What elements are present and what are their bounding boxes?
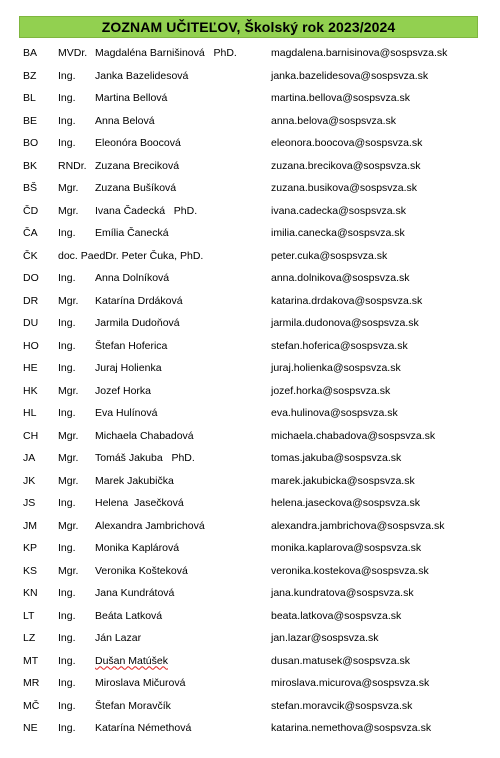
teacher-name: Emília Čanecká xyxy=(95,227,169,239)
teacher-code: MR xyxy=(23,677,40,689)
teacher-email: marek.jakubicka@sospsvza.sk xyxy=(271,474,415,487)
teacher-email: eleonora.boocova@sospsvza.sk xyxy=(271,137,423,149)
teacher-email: katarina.nemethova@sospsvza.sk xyxy=(271,722,432,734)
teacher-code: BO xyxy=(23,137,39,149)
teacher-code: JA xyxy=(23,452,36,464)
teacher-email: jozef.horka@sospsvza.sk xyxy=(271,384,391,397)
teacher-email: magdalena.barnisinova@sospsvza.sk xyxy=(271,47,448,59)
teacher-degree: Ing. xyxy=(58,92,76,104)
teacher-name: Alexandra Jambrichová xyxy=(95,519,205,532)
teacher-code: HO xyxy=(23,339,39,352)
list-item xyxy=(0,177,500,200)
list-item xyxy=(0,155,500,178)
teacher-degree: Mgr. xyxy=(58,429,79,442)
teacher-name: Jarmila Dudoňová xyxy=(95,317,180,329)
teacher-name: Tomáš Jakuba PhD. xyxy=(95,452,195,464)
list-item xyxy=(0,560,500,583)
list-item xyxy=(0,447,500,470)
teacher-name: Anna Dolníková xyxy=(95,272,170,284)
teacher-degree: Ing. xyxy=(58,227,76,239)
teacher-code: BA xyxy=(23,47,38,59)
list-item xyxy=(0,425,500,448)
teacher-degree: Mgr. xyxy=(58,294,79,307)
teacher-degree: Ing. xyxy=(58,317,76,329)
teacher-name: Štefan Hoferica xyxy=(95,339,168,352)
teacher-code: BŠ xyxy=(23,182,38,194)
teacher-list xyxy=(0,42,500,740)
teacher-name: Jozef Horka xyxy=(95,384,152,397)
teacher-name: Veronika Košteková xyxy=(95,564,188,577)
teacher-email: veronika.kostekova@sospsvza.sk xyxy=(271,564,429,577)
teacher-code: DO xyxy=(23,272,39,284)
list-item xyxy=(0,627,500,650)
teacher-email: miroslava.micurova@sospsvza.sk xyxy=(271,677,430,689)
list-item xyxy=(0,245,500,268)
teacher-degree: Ing. xyxy=(58,272,76,284)
teacher-degree: doc. PaedDr. Peter Čuka, PhD. xyxy=(58,249,204,262)
list-item xyxy=(0,222,500,245)
teacher-degree: Mgr. xyxy=(58,564,79,577)
teacher-name: Ivana Čadecká PhD. xyxy=(95,204,198,217)
teacher-code: BL xyxy=(23,92,36,104)
teacher-degree: Ing. xyxy=(58,137,76,149)
teacher-code: NE xyxy=(23,722,38,734)
teacher-degree: Mgr. xyxy=(58,182,79,194)
teacher-name: Helena Jasečková xyxy=(95,497,184,509)
teacher-degree: Mgr. xyxy=(58,204,79,217)
teacher-email: michaela.chabadova@sospsvza.sk xyxy=(271,429,436,442)
list-item xyxy=(0,312,500,335)
teacher-code: JS xyxy=(23,497,36,509)
teacher-name: Martina Bellová xyxy=(95,92,168,104)
list-item xyxy=(0,65,500,88)
teacher-code: CH xyxy=(23,429,39,442)
teacher-email: zuzana.brecikova@sospsvza.sk xyxy=(271,159,421,172)
teacher-name: Dušan Matúšek xyxy=(95,654,168,667)
teacher-email: jana.kundratova@sospsvza.sk xyxy=(271,587,414,599)
list-item xyxy=(0,537,500,560)
teacher-degree: Ing. xyxy=(58,339,76,352)
teacher-email: imilia.canecka@sospsvza.sk xyxy=(271,227,405,239)
list-item xyxy=(0,672,500,695)
teacher-email: alexandra.jambrichova@sospsvza.sk xyxy=(271,519,445,532)
list-item xyxy=(0,717,500,740)
teacher-email: jarmila.dudonova@sospsvza.sk xyxy=(271,317,419,329)
teacher-degree: Ing. xyxy=(58,542,76,554)
teacher-code: KS xyxy=(23,564,38,577)
list-item xyxy=(0,582,500,605)
list-item xyxy=(0,335,500,358)
teacher-name: Eva Hulínová xyxy=(95,407,158,419)
teacher-name: Anna Belová xyxy=(95,114,155,127)
teacher-email: stefan.hoferica@sospsvza.sk xyxy=(271,339,408,352)
teacher-code: DR xyxy=(23,294,39,307)
teacher-name: Katarína Némethová xyxy=(95,722,192,734)
teacher-degree: MVDr. xyxy=(58,47,88,59)
list-item xyxy=(0,87,500,110)
teacher-code: ČD xyxy=(23,204,39,217)
list-item xyxy=(0,42,500,65)
teacher-code: HL xyxy=(23,407,37,419)
teacher-email: monika.kaplarova@sospsvza.sk xyxy=(271,542,422,554)
teacher-name: Michaela Chabadová xyxy=(95,429,194,442)
teacher-degree: Ing. xyxy=(58,699,76,712)
list-item xyxy=(0,402,500,425)
teacher-degree: RNDr. xyxy=(58,159,87,172)
teacher-code: LT xyxy=(23,609,35,622)
teacher-code: BK xyxy=(23,159,38,172)
teacher-email: helena.jaseckova@sospsvza.sk xyxy=(271,497,420,509)
teacher-code: KN xyxy=(23,587,38,599)
list-item xyxy=(0,200,500,223)
teacher-email: juraj.holienka@sospsvza.sk xyxy=(271,362,401,374)
teacher-degree: Mgr. xyxy=(58,474,79,487)
teacher-email: anna.belova@sospsvza.sk xyxy=(271,114,397,127)
teacher-code: BZ xyxy=(23,69,37,82)
teacher-code: DU xyxy=(23,317,39,329)
teacher-name: Marek Jakubička xyxy=(95,474,174,487)
teacher-email: martina.bellova@sospsvza.sk xyxy=(271,92,411,104)
teacher-name: Juraj Holienka xyxy=(95,362,162,374)
teacher-code: ČK xyxy=(23,249,38,262)
list-item xyxy=(0,650,500,673)
teacher-code: JK xyxy=(23,474,36,487)
teacher-code: MČ xyxy=(23,699,40,712)
teacher-name: Miroslava Mičurová xyxy=(95,677,186,689)
list-item xyxy=(0,290,500,313)
teacher-email: zuzana.busikova@sospsvza.sk xyxy=(271,182,418,194)
teacher-code: LZ xyxy=(23,632,36,644)
teacher-email: tomas.jakuba@sospsvza.sk xyxy=(271,452,402,464)
teacher-name: Magdaléna Barnišinová PhD. xyxy=(95,47,237,59)
teacher-email: jan.lazar@sospsvza.sk xyxy=(271,632,379,644)
teacher-degree: Ing. xyxy=(58,609,76,622)
teacher-code: JM xyxy=(23,519,37,532)
list-item xyxy=(0,110,500,133)
teacher-code: KP xyxy=(23,542,38,554)
teacher-degree: Ing. xyxy=(58,677,76,689)
teacher-email: peter.cuka@sospsvza.sk xyxy=(271,249,388,262)
teacher-code: ČA xyxy=(23,227,38,239)
teacher-code: HE xyxy=(23,362,38,374)
teacher-name: Beáta Latková xyxy=(95,609,163,622)
teacher-name: Zuzana Bušíková xyxy=(95,182,177,194)
teacher-degree: Mgr. xyxy=(58,519,79,532)
teacher-degree: Ing. xyxy=(58,407,76,419)
teacher-code: BE xyxy=(23,114,38,127)
teacher-name: Eleonóra Boocová xyxy=(95,137,181,149)
teacher-degree: Ing. xyxy=(58,69,76,82)
teacher-degree: Mgr. xyxy=(58,384,79,397)
teacher-email: katarina.drdakova@sospsvza.sk xyxy=(271,294,423,307)
teacher-degree: Ing. xyxy=(58,654,76,667)
list-item xyxy=(0,357,500,380)
teacher-name: Jana Kundrátová xyxy=(95,587,175,599)
teacher-name: Janka Bazelidesová xyxy=(95,69,189,82)
teacher-name: Monika Kaplárová xyxy=(95,542,180,554)
teacher-email: beata.latkova@sospsvza.sk xyxy=(271,609,402,622)
teacher-email: stefan.moravcik@sospsvza.sk xyxy=(271,699,413,712)
teacher-degree: Ing. xyxy=(58,722,76,734)
teacher-email: ivana.cadecka@sospsvza.sk xyxy=(271,204,406,217)
teacher-name: Zuzana Breciková xyxy=(95,159,180,172)
teacher-name: Ján Lazar xyxy=(95,632,142,644)
teacher-degree: Ing. xyxy=(58,632,76,644)
list-item xyxy=(0,605,500,628)
teacher-code: MT xyxy=(23,654,39,667)
teacher-email: dusan.matusek@sospsvza.sk xyxy=(271,654,411,667)
list-item xyxy=(0,380,500,403)
list-item xyxy=(0,515,500,538)
teacher-degree: Mgr. xyxy=(58,452,79,464)
list-item xyxy=(0,267,500,290)
list-item xyxy=(0,132,500,155)
teacher-degree: Ing. xyxy=(58,587,76,599)
teacher-degree: Ing. xyxy=(58,114,76,127)
teacher-email: janka.bazelidesova@sospsvza.sk xyxy=(271,69,429,82)
teacher-name: Štefan Moravčík xyxy=(95,699,171,712)
list-item xyxy=(0,492,500,515)
list-item xyxy=(0,470,500,493)
page-title: ZOZNAM UČITEĽOV, Školský rok 2023/2024 xyxy=(19,16,478,38)
teacher-degree: Ing. xyxy=(58,362,76,374)
teacher-code: HK xyxy=(23,384,38,397)
teacher-name: Katarína Drdáková xyxy=(95,294,183,307)
list-item xyxy=(0,695,500,718)
teacher-email: anna.dolnikova@sospsvza.sk xyxy=(271,272,410,284)
teacher-degree: Ing. xyxy=(58,497,76,509)
teacher-email: eva.hulinova@sospsvza.sk xyxy=(271,407,398,419)
